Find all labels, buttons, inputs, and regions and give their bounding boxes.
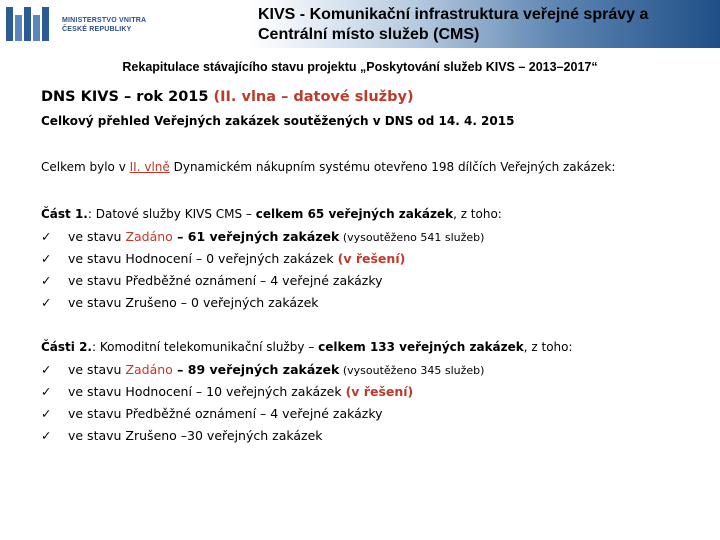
part1-heading	[41, 207, 502, 221]
item-status: Zadáno	[125, 362, 173, 377]
logo-line-2: ČESKÉ REPUBLIKY	[62, 26, 132, 33]
check-icon: ✓	[41, 384, 52, 399]
check-icon: ✓	[41, 406, 52, 421]
item-status: (v řešení)	[337, 251, 406, 266]
check-icon: ✓	[41, 273, 52, 288]
item-note: (vysoutěženo 541 služeb)	[339, 231, 485, 244]
part2-suffix: , z toho:	[523, 340, 573, 354]
part1-item	[41, 229, 484, 244]
heading-prefix: DNS KIVS – rok 2015	[41, 89, 214, 105]
item-text: ve stavu Předběžné oznámení – 4 veřejné zakázky	[68, 406, 383, 421]
item-text: ve stavu Zrušeno –30 veřejných zakázek	[68, 428, 323, 443]
part2-item	[41, 384, 413, 399]
summary-highlight: II. vlně	[129, 160, 170, 174]
item-text: ve stavu Předběžné oznámení – 4 veřejné zakázky	[68, 273, 383, 288]
slide-subtitle: Rekapitulace stávajícího stavu projektu „Poskytování služeb KIVS – 2013–2017“	[122, 60, 598, 74]
item-text: ve stavu	[68, 362, 126, 377]
part2-label: Části 2.	[41, 340, 92, 354]
part1-item	[41, 295, 319, 310]
part2-text: : Komoditní telekomunikační služby –	[91, 340, 319, 354]
part2-item	[41, 362, 484, 377]
heading-highlight: (II. vlna – datové služby)	[213, 89, 414, 105]
check-icon: ✓	[41, 428, 52, 443]
part1-item	[41, 251, 405, 266]
summary-prefix: Celkem bylo v	[41, 160, 130, 174]
part1-total: celkem 65 veřejných zakázek	[255, 207, 454, 221]
summary-line	[41, 160, 615, 174]
check-icon: ✓	[41, 295, 52, 310]
part1-item	[41, 273, 383, 288]
part2-heading	[41, 340, 573, 354]
check-icon: ✓	[41, 251, 52, 266]
summary-suffix: Dynamickém nákupním systému otevřeno 198 dílčích Veřejných zakázek:	[169, 160, 616, 174]
part2-total: celkem 133 veřejných zakázek	[318, 340, 524, 354]
item-status: Zadáno	[125, 229, 173, 244]
part1-text: : Datové služby KIVS CMS –	[87, 207, 256, 221]
item-count: – 61 veřejných zakázek	[172, 229, 340, 244]
title-line-2: Centrální místo služeb (CMS)	[258, 26, 480, 43]
page-header	[0, 0, 720, 50]
logo-line-1: MINISTERSTVO VNITRA	[62, 17, 147, 24]
ministry-logo	[4, 3, 154, 45]
page-title	[258, 5, 648, 45]
overview-line: Celkový přehled Veřejných zakázek soutěžených v DNS od 14. 4. 2015	[41, 114, 515, 128]
part2-item	[41, 406, 383, 421]
item-text: ve stavu	[68, 229, 126, 244]
item-text: ve stavu Zrušeno – 0 veřejných zakázek	[68, 295, 319, 310]
check-icon: ✓	[41, 229, 52, 244]
item-text: ve stavu Hodnocení – 0 veřejných zakázek	[68, 251, 338, 266]
section-heading	[41, 89, 414, 105]
item-note: (vysoutěženo 345 služeb)	[339, 364, 485, 377]
item-text: ve stavu Hodnocení – 10 veřejných zakázek	[68, 384, 346, 399]
part1-suffix: , z toho:	[453, 207, 502, 221]
check-icon: ✓	[41, 362, 52, 377]
ministry-logo-icon	[4, 3, 56, 45]
title-line-1: KIVS - Komunikační infrastruktura veřejné správy a	[258, 6, 649, 23]
part2-item	[41, 428, 323, 443]
item-count: – 89 veřejných zakázek	[172, 362, 340, 377]
part1-label: Část 1.	[41, 207, 88, 221]
item-status: (v řešení)	[345, 384, 414, 399]
